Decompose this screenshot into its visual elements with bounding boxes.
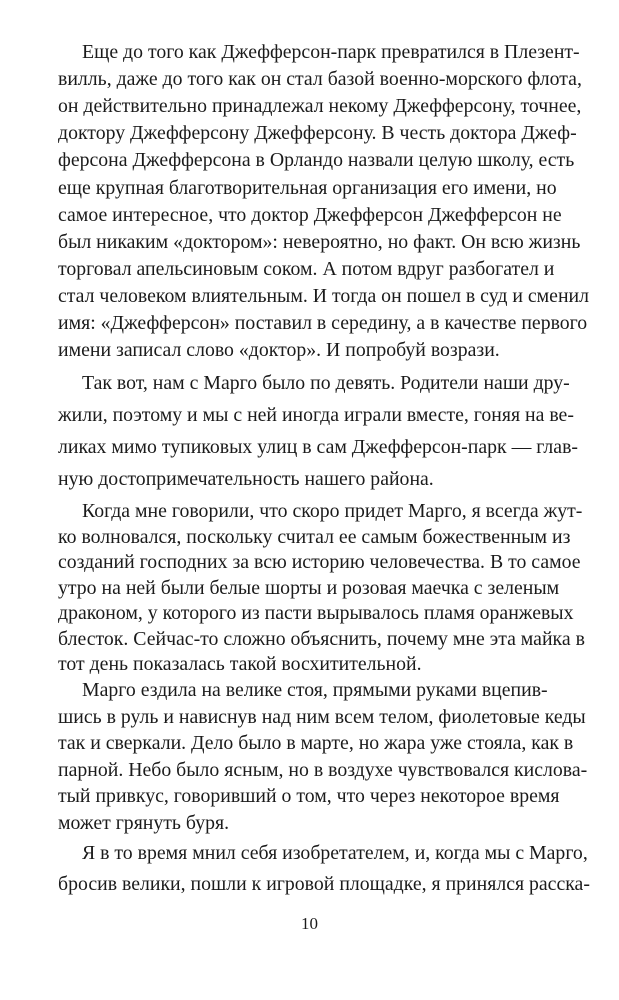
text-line: тый привкус, говоривший о том, что через некоторое время [58, 785, 560, 807]
text-line: еще крупная благотворительная организация его имени, но [58, 176, 557, 199]
text-line: вилль, даже до того как он стал базой военно-морского флота, [58, 68, 582, 91]
text-line: ферсона Джефферсона в Орландо назвали целую школу, есть [58, 149, 575, 172]
text-line: Я в то время мнил себя изобретателем, и, когда мы с Марго, [82, 842, 588, 864]
text-line: Так вот, нам с Марго было по девять. Родители наши дру- [82, 372, 570, 394]
text-line: парной. Небо было ясным, но в воздухе чувствовался кислова- [58, 758, 588, 781]
text-line: он действительно принадлежал некому Джефферсону, точнее, [58, 95, 582, 118]
text-line: созданий господних за всю историю человечества. В то самое [58, 551, 581, 573]
text-line: доктору Джефферсону Джефферсону. В честь доктора Джеф- [58, 122, 577, 145]
text-line: был никаким «доктором»: невероятно, но факт. Он всю жизнь [58, 230, 581, 253]
text-line: бросив велики, пошли к игровой площадке, я принялся расска- [58, 873, 590, 895]
page-number: 10 [301, 914, 318, 933]
text-line: шись в руль и нависнув над ним всем телом, фиолетовые кеды [58, 705, 586, 728]
text-line: Марго ездила на велике стоя, прямыми руками вцепив- [82, 679, 548, 701]
text-line: Еще до того как Джефферсон-парк превратился в Плезент- [82, 41, 580, 63]
text-line: ликах мимо тупиковых улиц в сам Джефферсон-парк — глав- [58, 436, 578, 458]
text-line: может грянуть буря. [58, 811, 230, 834]
text-line: тот день показалась такой восхитительной. [58, 653, 422, 675]
text-line: торговал апельсиновым соком. А потом вдруг разбогател и [58, 257, 555, 280]
text-line: имя: «Джефферсон» поставил в середину, а в качестве первого [58, 312, 588, 334]
text-line: самое интересное, что доктор Джефферсон Джефферсон не [58, 203, 562, 226]
text-line: утро на ней были белые шорты и розовая маечка с зеленым [58, 576, 560, 599]
text-line: блесток. Сейчас-то сложно объяснить, почему мне эта майка в [58, 627, 585, 650]
text-line: имени записал слово «доктор». И попробуй возрази. [58, 339, 500, 362]
text-line: Когда мне говорили, что скоро придет Марго, я всегда жут- [82, 500, 583, 522]
text-line: стал человеком влиятельным. И тогда он пошел в суд и сменил [58, 284, 590, 307]
text-line: жили, поэтому и мы с ней иногда играли вместе, гоняя на ве- [58, 404, 574, 426]
text-line: так и сверкали. Дело было в марте, но жара уже стояла, как в [58, 732, 574, 754]
text-line: ную достопримечательность нашего района. [58, 468, 434, 490]
text-line: драконом, у которого из пасти вырывалось пламя оранжевых [58, 602, 574, 624]
text-line: ко волновался, поскольку считал ее самым божественным из [58, 525, 571, 548]
